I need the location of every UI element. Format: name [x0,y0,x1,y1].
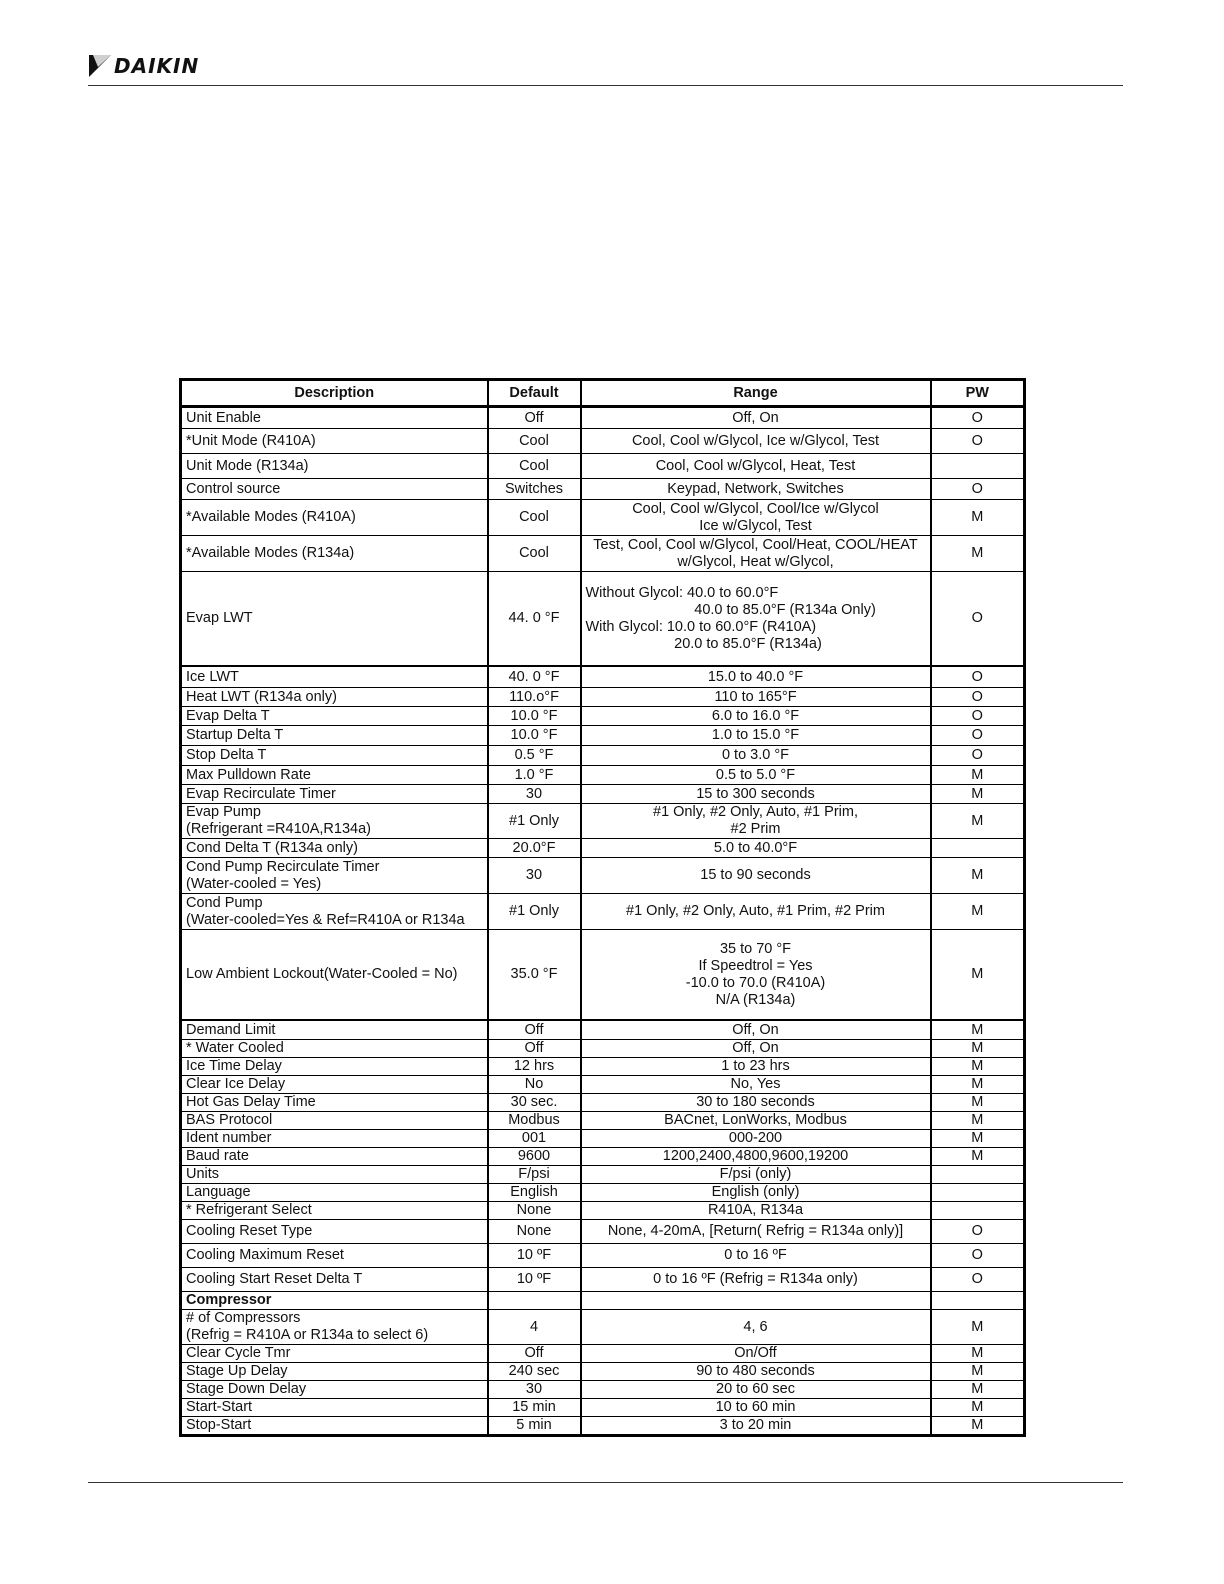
cell-default: Off [488,407,581,429]
cell-description: Start-Start [181,1399,488,1417]
table-row [181,766,1025,785]
cell-default: #1 Only [488,804,581,839]
cell-description: Evap Delta T [181,707,488,726]
cell-pw: O [931,726,1025,746]
table-row [181,785,1025,804]
cell-default: Modbus [488,1112,581,1130]
cell-description: * Water Cooled [181,1040,488,1058]
cell-default: Cool [488,429,581,454]
footer-rule [88,1482,1123,1483]
cell-default: None [488,1220,581,1244]
cell-description: Ice LWT [181,666,488,688]
table-row [181,1244,1025,1268]
cell-range: 4, 6 [581,1310,931,1345]
cell-default: 30 [488,785,581,804]
table-row [181,479,1025,500]
cell-range: 5.0 to 40.0°F [581,839,931,858]
table-row [181,1399,1025,1417]
header-logo [88,52,199,80]
cell-range: 0 to 16 ºF [581,1244,931,1268]
cell-description: *Unit Mode (R410A) [181,429,488,454]
column-header-default: Default [488,380,581,407]
table-row [181,804,1025,839]
cell-range: Off, On [581,407,931,429]
table-row [181,1166,1025,1184]
table-row [181,1202,1025,1220]
table-row [181,1148,1025,1166]
cell-default: 30 sec. [488,1094,581,1112]
table-row [181,1292,1025,1310]
cell-pw: O [931,688,1025,707]
cell-default: None [488,1202,581,1220]
logo-text: DAIKIN [114,54,200,78]
table-body [181,407,1025,1436]
table-row [181,930,1025,1021]
cell-pw: M [931,804,1025,839]
cell-pw: O [931,1244,1025,1268]
table-row [181,1345,1025,1363]
cell-pw: M [931,500,1025,536]
cell-pw: M [931,1381,1025,1399]
cell-description: Stage Up Delay [181,1363,488,1381]
cell-range: 20 to 60 sec [581,1381,931,1399]
table-row [181,894,1025,930]
table-row [181,666,1025,688]
cell-pw [931,839,1025,858]
cell-default: Off [488,1345,581,1363]
cell-default: English [488,1184,581,1202]
cell-default: 001 [488,1130,581,1148]
cell-description: Control source [181,479,488,500]
cell-range: F/psi (only) [581,1166,931,1184]
table-row [181,1112,1025,1130]
cell-default: 35.0 °F [488,930,581,1021]
cell-default: 40. 0 °F [488,666,581,688]
cell-default: 0.5 °F [488,746,581,766]
cell-description: *Available Modes (R410A) [181,500,488,536]
header-rule [88,85,1123,86]
cell-pw: O [931,1220,1025,1244]
cell-default: 20.0°F [488,839,581,858]
column-header-range: Range [581,380,931,407]
table-row [181,1040,1025,1058]
cell-default: 9600 [488,1148,581,1166]
cell-range: 10 to 60 min [581,1399,931,1417]
table-row [181,688,1025,707]
cell-default: 30 [488,858,581,894]
cell-pw [931,454,1025,479]
cell-pw [931,1166,1025,1184]
cell-range: 6.0 to 16.0 °F [581,707,931,726]
table-row [181,1094,1025,1112]
table-row [181,726,1025,746]
cell-range: Test, Cool, Cool w/Glycol, Cool/Heat, COOL/HEAT w/Glycol, Heat w/Glycol, [581,536,931,572]
table-header-row [181,380,1025,407]
cell-default: Off [488,1040,581,1058]
cell-range: 30 to 180 seconds [581,1094,931,1112]
cell-range: Off, On [581,1040,931,1058]
cell-description: Unit Enable [181,407,488,429]
table-row [181,1020,1025,1040]
table-row [181,572,1025,667]
cell-range: English (only) [581,1184,931,1202]
cell-range: 35 to 70 °F If Speedtrol = Yes -10.0 to 70.0 (R410A) N/A (R134a) [581,930,931,1021]
cell-range: 3 to 20 min [581,1417,931,1436]
cell-range: 0.5 to 5.0 °F [581,766,931,785]
cell-pw: M [931,1130,1025,1148]
cell-range: #1 Only, #2 Only, Auto, #1 Prim, #2 Prim [581,894,931,930]
cell-pw: M [931,1399,1025,1417]
cell-range: On/Off [581,1345,931,1363]
cell-description: Heat LWT (R134a only) [181,688,488,707]
cell-pw: M [931,766,1025,785]
cell-range: #1 Only, #2 Only, Auto, #1 Prim, #2 Prim [581,804,931,839]
cell-description: Clear Cycle Tmr [181,1345,488,1363]
table-row [181,746,1025,766]
cell-description: Units [181,1166,488,1184]
cell-default [488,1292,581,1310]
cell-description: Language [181,1184,488,1202]
table-row [181,1058,1025,1076]
cell-description: Cooling Start Reset Delta T [181,1268,488,1292]
table-row [181,407,1025,429]
cell-range: 15.0 to 40.0 °F [581,666,931,688]
cell-pw: M [931,536,1025,572]
cell-pw [931,1292,1025,1310]
cell-pw: M [931,1020,1025,1040]
cell-description: Clear Ice Delay [181,1076,488,1094]
cell-range: Without Glycol: 40.0 to 60.0°F 40.0 to 85.0°F (R134a Only) With Glycol: 10.0 to 60.0°F (R410A) 20.0 to 85.0°F (R134a) [581,572,931,667]
cell-pw: M [931,1345,1025,1363]
cell-description: Hot Gas Delay Time [181,1094,488,1112]
cell-pw: O [931,429,1025,454]
cell-default: 10 ºF [488,1244,581,1268]
cell-range: 1.0 to 15.0 °F [581,726,931,746]
table-row [181,1363,1025,1381]
table-row [181,429,1025,454]
cell-description: Cooling Reset Type [181,1220,488,1244]
cell-description: Unit Mode (R134a) [181,454,488,479]
cell-pw: M [931,1040,1025,1058]
cell-default: 110.o°F [488,688,581,707]
cell-range: 0 to 3.0 °F [581,746,931,766]
cell-description: # of Compressors (Refrig = R410A or R134a to select 6) [181,1310,488,1345]
table-row [181,1417,1025,1436]
cell-range: 15 to 300 seconds [581,785,931,804]
cell-description: Demand Limit [181,1020,488,1040]
table-row [181,536,1025,572]
cell-default: Cool [488,536,581,572]
cell-range [581,1292,931,1310]
table-row [181,454,1025,479]
table-row [181,1076,1025,1094]
cell-description: Cond Pump Recirculate Timer (Water-cooled = Yes) [181,858,488,894]
cell-description: Cond Pump (Water-cooled=Yes & Ref=R410A or R134a [181,894,488,930]
table-row [181,1381,1025,1399]
cell-description: Stop Delta T [181,746,488,766]
cell-default: 1.0 °F [488,766,581,785]
cell-description: Baud rate [181,1148,488,1166]
cell-default: Switches [488,479,581,500]
table-row [181,1310,1025,1345]
cell-description: Low Ambient Lockout(Water-Cooled = No) [181,930,488,1021]
cell-default: 44. 0 °F [488,572,581,667]
cell-range: Cool, Cool w/Glycol, Cool/Ice w/Glycol Ice w/Glycol, Test [581,500,931,536]
table-row [181,1130,1025,1148]
cell-pw: O [931,1268,1025,1292]
cell-description: Cooling Maximum Reset [181,1244,488,1268]
table-row [181,1220,1025,1244]
cell-default: F/psi [488,1166,581,1184]
cell-default: 15 min [488,1399,581,1417]
cell-pw: O [931,407,1025,429]
cell-pw: M [931,1310,1025,1345]
cell-range: BACnet, LonWorks, Modbus [581,1112,931,1130]
cell-default: 12 hrs [488,1058,581,1076]
cell-default: Cool [488,454,581,479]
table-row [181,500,1025,536]
cell-range: 110 to 165°F [581,688,931,707]
cell-range: R410A, R134a [581,1202,931,1220]
cell-range: Cool, Cool w/Glycol, Ice w/Glycol, Test [581,429,931,454]
cell-pw: O [931,707,1025,726]
table-row [181,839,1025,858]
cell-pw: M [931,1058,1025,1076]
cell-description: Ident number [181,1130,488,1148]
table-row [181,1184,1025,1202]
cell-range: 15 to 90 seconds [581,858,931,894]
cell-description: Startup Delta T [181,726,488,746]
table-row [181,858,1025,894]
cell-range: 1 to 23 hrs [581,1058,931,1076]
cell-default: 10 ºF [488,1268,581,1292]
cell-range: No, Yes [581,1076,931,1094]
column-header-description: Description [181,380,488,407]
cell-default: Cool [488,500,581,536]
cell-description: Evap Recirculate Timer [181,785,488,804]
cell-pw: M [931,785,1025,804]
cell-range: Cool, Cool w/Glycol, Heat, Test [581,454,931,479]
cell-default: 30 [488,1381,581,1399]
cell-description: Max Pulldown Rate [181,766,488,785]
cell-range: Off, On [581,1020,931,1040]
cell-default: Off [488,1020,581,1040]
cell-description: Ice Time Delay [181,1058,488,1076]
column-header-pw: PW [931,380,1025,407]
cell-description: *Available Modes (R134a) [181,536,488,572]
cell-description: Stage Down Delay [181,1381,488,1399]
cell-default: 10.0 °F [488,726,581,746]
cell-pw [931,1202,1025,1220]
cell-default: 4 [488,1310,581,1345]
cell-pw: O [931,746,1025,766]
cell-pw: M [931,1112,1025,1130]
cell-default: No [488,1076,581,1094]
daikin-triangle-logo-icon [88,53,112,79]
cell-pw: M [931,1148,1025,1166]
cell-pw: M [931,894,1025,930]
cell-description: BAS Protocol [181,1112,488,1130]
cell-description: Cond Delta T (R134a only) [181,839,488,858]
cell-default: #1 Only [488,894,581,930]
cell-pw: M [931,1417,1025,1436]
cell-pw [931,1184,1025,1202]
cell-pw: M [931,858,1025,894]
cell-description: Evap Pump (Refrigerant =R410A,R134a) [181,804,488,839]
table-row [181,707,1025,726]
cell-pw: M [931,930,1025,1021]
settings-table [179,378,1026,1437]
cell-pw: M [931,1076,1025,1094]
cell-default: 10.0 °F [488,707,581,726]
cell-pw: O [931,572,1025,667]
cell-default: 240 sec [488,1363,581,1381]
cell-pw: O [931,666,1025,688]
cell-range: 000-200 [581,1130,931,1148]
cell-range: 90 to 480 seconds [581,1363,931,1381]
cell-description: * Refrigerant Select [181,1202,488,1220]
cell-range: 1200,2400,4800,9600,19200 [581,1148,931,1166]
cell-range: Keypad, Network, Switches [581,479,931,500]
cell-pw: M [931,1094,1025,1112]
cell-description: Evap LWT [181,572,488,667]
cell-default: 5 min [488,1417,581,1436]
cell-description: Stop-Start [181,1417,488,1436]
cell-description: Compressor [181,1292,488,1310]
cell-pw: M [931,1363,1025,1381]
cell-range: 0 to 16 ºF (Refrig = R134a only) [581,1268,931,1292]
cell-pw: O [931,479,1025,500]
table-row [181,1268,1025,1292]
cell-range: None, 4-20mA, [Return( Refrig = R134a only)] [581,1220,931,1244]
